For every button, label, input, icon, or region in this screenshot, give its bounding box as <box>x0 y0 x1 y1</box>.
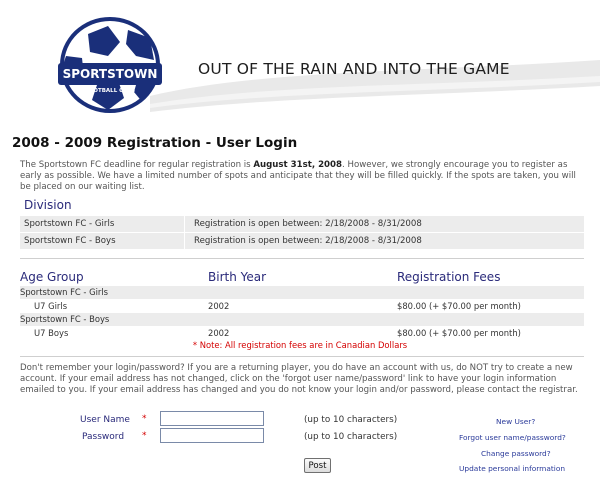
division-status: Registration is open between: 2/18/2008 - 8/31/2008 <box>194 219 422 229</box>
division-status: Registration is open between: 2/18/2008 - 8/31/2008 <box>194 236 422 246</box>
password-input[interactable] <box>160 428 264 443</box>
division-name: Sportstown FC - Boys <box>24 236 116 246</box>
section-divider <box>20 356 584 357</box>
new-user-link[interactable]: New User? <box>496 417 536 426</box>
division-cell-divider <box>184 216 185 232</box>
age-group-section <box>20 313 584 326</box>
birth-year-value: 2002 <box>208 328 230 338</box>
division-title: Division <box>24 198 72 212</box>
birth-year-value: 2002 <box>208 301 230 311</box>
username-hint: (up to 10 characters) <box>304 415 398 425</box>
age-group-section <box>20 286 584 299</box>
age-group-name: U7 Girls <box>34 301 68 311</box>
division-row <box>20 233 584 249</box>
change-password-link[interactable]: Change password? <box>481 449 551 458</box>
post-button[interactable]: Post <box>304 458 331 473</box>
site-tagline: OUT OF THE RAIN AND INTO THE GAME <box>198 60 510 78</box>
section-divider <box>20 258 584 259</box>
fee-value: $80.00 (+ $70.00 per month) <box>397 301 521 311</box>
intro-part-1: The Sportstown FC deadline for regular registration is <box>20 160 254 170</box>
username-input[interactable] <box>160 411 264 426</box>
age-group-header: Age Group <box>20 270 84 284</box>
username-required-mark: * <box>142 414 147 424</box>
intro-text <box>20 160 586 193</box>
division-name: Sportstown FC - Girls <box>24 219 115 229</box>
sportstown-logo <box>58 16 162 114</box>
login-help-text: Don't remember your login/password? If you are a returning player, you do have an account with us, do NOT try to create a new account. If your email address has not changed, click on the 'forgot user name/password' link to have your login information emailed to you. If your email address has changed and you do not know your login and/or password, please contact the registrar. <box>20 363 578 395</box>
site-header <box>0 0 600 118</box>
division-row <box>20 216 584 232</box>
intro-part-2: . However, we strongly encourage you to register as early as possible. We have a limited number of spots and anticipate that they will be filled quickly. If the spots are taken, you will be placed on our waiting list. <box>20 160 576 192</box>
age-group-section-name: Sportstown FC - Girls <box>20 287 109 297</box>
birth-year-header: Birth Year <box>208 270 267 284</box>
password-hint: (up to 10 characters) <box>304 432 398 442</box>
update-info-link[interactable]: Update personal information <box>459 464 566 473</box>
fee-value: $80.00 (+ $70.00 per month) <box>397 328 521 338</box>
age-group-section-name: Sportstown FC - Boys <box>20 314 110 324</box>
password-label: Password <box>82 432 125 442</box>
age-group-name: U7 Boys <box>34 328 69 338</box>
logo-text-bottom: FOOTBALL CLUB <box>84 88 136 94</box>
age-group-row <box>20 326 584 340</box>
username-label: User Name <box>80 415 130 425</box>
age-group-row <box>20 299 584 313</box>
division-cell-divider <box>184 233 185 249</box>
currency-note: * Note: All registration fees are in Canadian Dollars <box>192 340 408 350</box>
forgot-credentials-link[interactable]: Forgot user name/password? <box>459 433 566 442</box>
page-title: 2008 - 2009 Registration - User Login <box>12 135 298 151</box>
password-required-mark: * <box>142 431 147 441</box>
intro-deadline: August 31st, 2008 <box>253 160 343 170</box>
registration-fees-header: Registration Fees <box>397 270 501 284</box>
logo-text-top: SPORTSTOWN <box>62 67 158 81</box>
